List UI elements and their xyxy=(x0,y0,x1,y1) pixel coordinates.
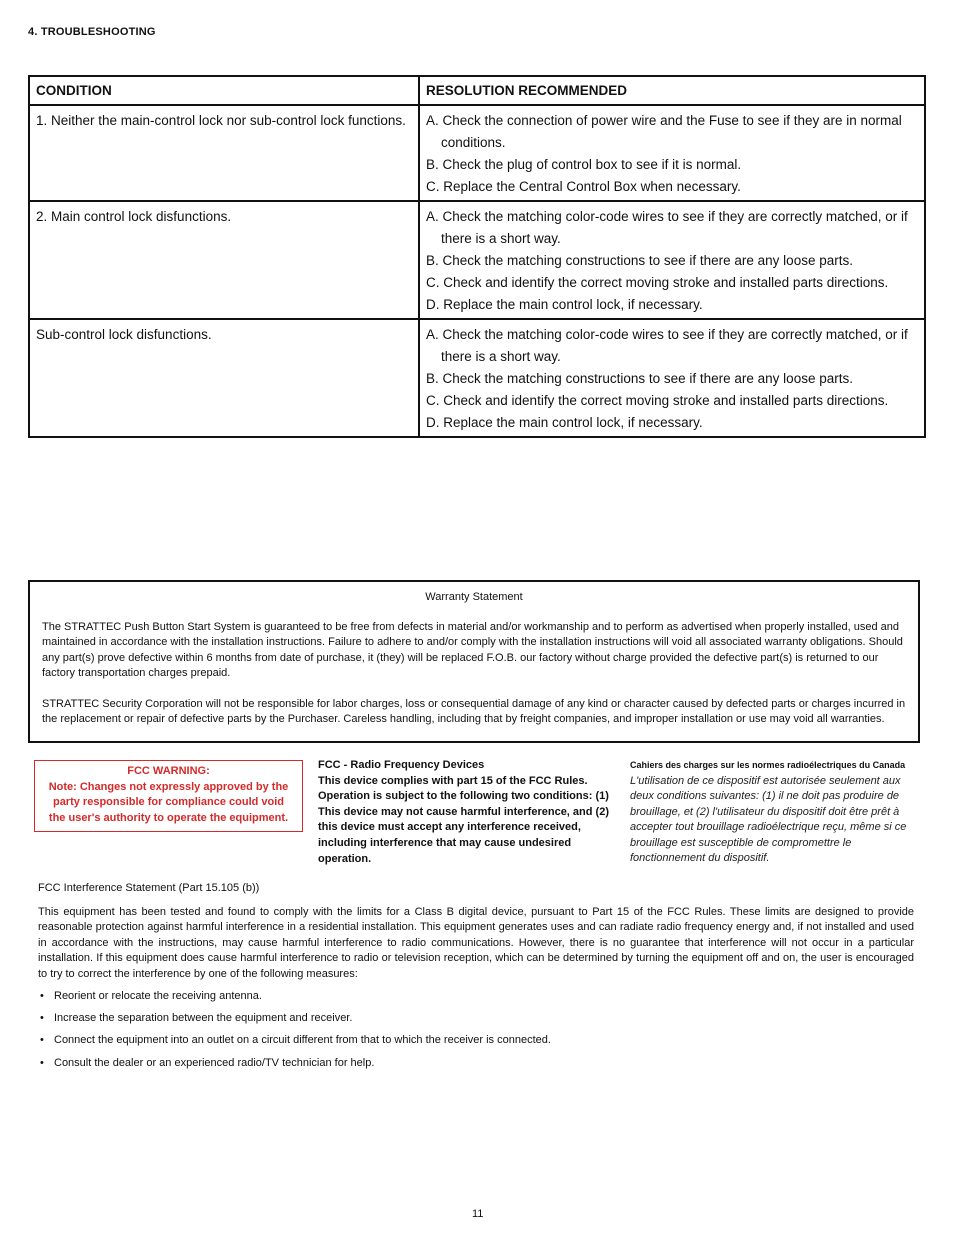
warranty-box xyxy=(28,580,920,743)
condition-cell: 2. Main control lock disfunctions. xyxy=(29,201,419,319)
resolution-item: A. Check the matching color-code wires to see if they are correctly matched, or if there is a short way. xyxy=(426,209,908,246)
troubleshooting-table xyxy=(28,75,926,438)
table-row xyxy=(29,201,925,319)
resolution-item: C. Check and identify the correct moving stroke and installed parts directions. xyxy=(426,393,889,408)
condition-cell: 1. Neither the main-control lock nor sub-control lock functions. xyxy=(29,105,419,201)
fcc-rf-notice xyxy=(318,758,616,867)
section-title: 4. TROUBLESHOOTING xyxy=(28,26,156,38)
list-item xyxy=(38,1056,914,1072)
resolution-item: D. Replace the main control lock, if necessary. xyxy=(426,415,703,430)
resolution-item: B. Check the matching constructions to see if there are any loose parts. xyxy=(426,253,853,268)
fcc-warning-box xyxy=(34,760,303,832)
resolution-cell xyxy=(419,105,925,201)
list-item xyxy=(38,1033,914,1049)
resolution-cell xyxy=(419,201,925,319)
bullet-icon: • xyxy=(40,1056,44,1069)
table-row xyxy=(29,105,925,201)
page-number: 11 xyxy=(472,1208,484,1220)
fcc-warning-body: Note: Changes not expressly approved by the party responsible for compliance could void the user's authority to operate the equipment. xyxy=(48,780,289,824)
resolution-item: C. Check and identify the correct moving stroke and installed parts directions. xyxy=(426,275,889,290)
canada-body: L'utilisation de ce dispositif est autorisée seulement aux deux conditions suivantes: (1) il ne doit pas produire de brouillage, et (2) l'utilisateur du dispositif doit être prêt à accepter tout brouillage radioélectrique reçu, même si ce brouillage est susceptible de compromettre le fonctionnement du dispositif. xyxy=(630,774,907,864)
resolution-item: B. Check the plug of control box to see if it is normal. xyxy=(426,157,742,172)
list-item-text: Increase the separation between the equipment and receiver. xyxy=(54,1011,353,1024)
column-header-condition: CONDITION xyxy=(29,76,419,105)
column-header-resolution: RESOLUTION RECOMMENDED xyxy=(419,76,925,105)
fcc-warning-title: FCC WARNING: xyxy=(127,765,210,777)
list-item-text: Reorient or relocate the receiving antenna. xyxy=(54,989,262,1002)
resolution-item: D. Replace the main control lock, if necessary. xyxy=(426,297,703,312)
canada-notice xyxy=(630,758,918,867)
resolution-item: A. Check the connection of power wire and the Fuse to see if they are in normal conditions. xyxy=(426,113,902,150)
canada-title: Cahiers des charges sur les normes radioélectriques du Canada xyxy=(630,760,906,770)
interference-title: FCC Interference Statement (Part 15.105 (b)) xyxy=(38,882,260,894)
resolution-cell xyxy=(419,319,925,437)
bullet-icon: • xyxy=(40,1011,44,1024)
warranty-paragraph: STRATTEC Security Corporation will not be responsible for labor charges, loss or consequential damage of any kind or character caused by defected parts or charges incurred in the replacement or repair of defective parts by the Purchaser. Careless handling, including that by freight companies, and improper installation or use may void all warranties. xyxy=(42,697,906,725)
resolution-item: B. Check the matching constructions to see if there are any loose parts. xyxy=(426,371,853,386)
bullet-icon: • xyxy=(40,989,44,1002)
warranty-paragraph: The STRATTEC Push Button Start System is guaranteed to be free from defects in material and/or workmanship and to perform as advertised when properly installed, used and maintained in accordance with the installation instructions. Failure to adhere to and/or comply with the installation instructions will void all associated warranty obligations. Should any part(s) prove defective within 6 months from date of purchase, it (they) will be replaced F.O.B. our factory without charge provided the defective part(s) is returned to our factory transportation charges prepaid. xyxy=(42,620,903,679)
resolution-item: C. Replace the Central Control Box when necessary. xyxy=(426,179,741,194)
interference-statement xyxy=(38,881,914,1078)
table-header-row xyxy=(29,76,925,105)
measures-list xyxy=(38,989,914,1072)
resolution-item: A. Check the matching color-code wires to see if they are correctly matched, or if there is a short way. xyxy=(426,327,908,364)
list-item xyxy=(38,989,914,1005)
bullet-icon: • xyxy=(40,1034,44,1047)
fcc-rf-title: FCC - Radio Frequency Devices xyxy=(318,759,485,771)
fcc-rf-body: This device complies with part 15 of the FCC Rules. Operation is subject to the following two conditions: (1) This device may not cause harmful interference, and (2) this device must accept any interference received, including interference that may cause undesired operation. xyxy=(318,774,609,865)
table-row xyxy=(29,319,925,437)
list-item-text: Connect the equipment into an outlet on a circuit different from that to which the receiver is connected. xyxy=(54,1034,551,1047)
list-item xyxy=(38,1011,914,1027)
list-item-text: Consult the dealer or an experienced radio/TV technician for help. xyxy=(54,1056,375,1069)
interference-body: This equipment has been tested and found to comply with the limits for a Class B digital device, pursuant to Part 15 of the FCC Rules. These limits are designed to provide reasonable protection against harmful interference in a residential installation. This equipment generates uses and can radiate radio frequency energy and, if not installed and used in accordance with the instructions, may cause harmful interference to radio communications. However, there is no guarantee that interference will not occur in a particular installation. If this equipment does cause harmful interference to radio or television reception, which can be determined by turning the equipment off and on, the user is encouraged to try to correct the interference by one of the following measures: xyxy=(38,905,914,980)
warranty-title: Warranty Statement xyxy=(425,591,523,603)
condition-cell: Sub-control lock disfunctions. xyxy=(29,319,419,437)
